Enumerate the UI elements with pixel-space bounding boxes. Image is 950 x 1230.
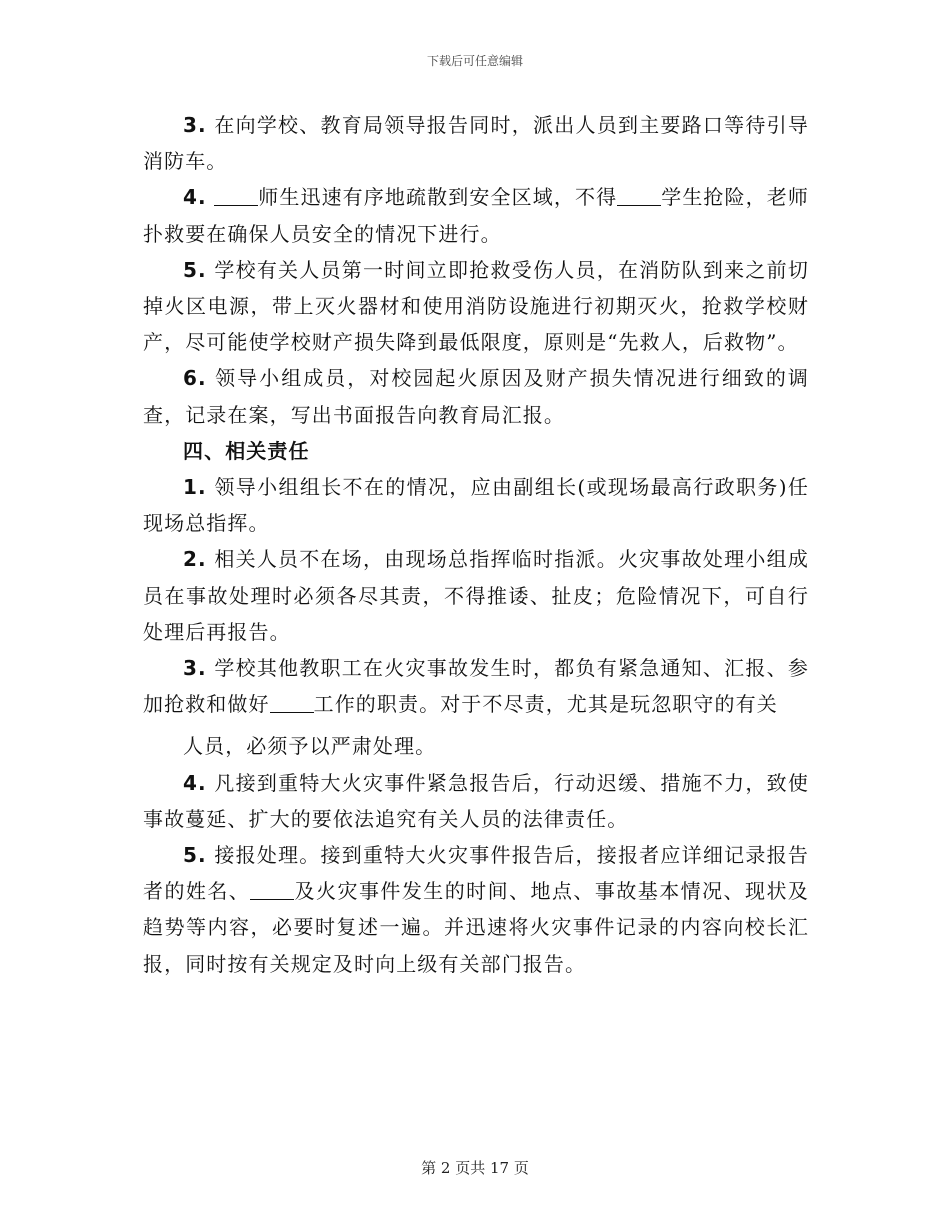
list-block-1 bbox=[143, 107, 809, 433]
paragraph-text: 学校其他教职工在火灾事故发生时，都负有紧急通知、汇报、参加抢救和做好 bbox=[143, 656, 809, 717]
fill-in-blank bbox=[617, 187, 661, 206]
fill-in-blank bbox=[270, 694, 314, 713]
page-header: 下载后可任意编辑 bbox=[426, 54, 523, 68]
continuation-text: 人员，必须予以严肃处理。 bbox=[183, 734, 437, 759]
paragraph-text: 接报处理。接到重特大火灾事件报告后，接报者应详细记录报告者的姓名、 bbox=[143, 843, 809, 904]
paragraph-text: 领导小组组长不在的情况，应由副组长(或现场最高行政职务)任现场总指挥。 bbox=[143, 475, 809, 536]
numbered-paragraph bbox=[143, 179, 809, 251]
section-heading: 四、相关责任 bbox=[183, 438, 310, 463]
item-number: 5. bbox=[183, 257, 207, 282]
numbered-paragraph bbox=[143, 469, 809, 541]
numbered-paragraph bbox=[143, 360, 809, 432]
numbered-paragraph bbox=[143, 541, 809, 650]
paragraph-text: 领导小组成员，对校园起火原因及财产损失情况进行细致的调查，记录在案，写出书面报告向教育局汇报。 bbox=[143, 366, 809, 427]
paragraph-text: 凡接到重特大火灾事件紧急报告后，行动迟缓、措施不力，致使事故蔓延、扩大的要依法追究有关人员的法律责任。 bbox=[143, 770, 809, 831]
document-body bbox=[143, 107, 809, 982]
paragraph-text: 师生迅速有序地疏散到安全区域，不得 bbox=[258, 185, 618, 210]
paragraph-text: 相关人员不在场，由现场总指挥临时指派。火灾事故处理小组成员在事故处理时必须各尽其责，不得推诿、扯皮；危险情况下，可自行处理后再报告。 bbox=[143, 547, 809, 644]
item-number: 5. bbox=[183, 843, 207, 868]
numbered-paragraph bbox=[143, 107, 809, 179]
paragraph-text: 在向学校、教育局领导报告同时，派出人员到主要路口等待引导消防车。 bbox=[143, 113, 809, 174]
numbered-paragraph bbox=[143, 765, 809, 837]
item-number: 6. bbox=[183, 366, 207, 391]
item-number: 4. bbox=[183, 770, 207, 795]
paragraph-text: 及火灾事件发生的时间、地点、事故基本情况、现状及趋势等内容，必要时复述一遍。并迅速将火灾事件记录的内容向校长汇报，同时按有关规定及时向上级有关部门报告。 bbox=[143, 879, 810, 976]
item-number: 3. bbox=[183, 656, 207, 681]
paragraph-text: 工作的职责。对于不尽责，尤其是玩忽职守的有关 bbox=[313, 692, 778, 717]
fill-in-blank bbox=[250, 881, 294, 900]
numbered-paragraph bbox=[143, 252, 809, 361]
fill-in-blank bbox=[214, 187, 258, 206]
paragraph-text: 学校有关人员第一时间立即抢救受伤人员，在消防队到来之前切掉火区电源，带上灭火器材和使用消防设施进行初期灭火，抢救学校财产，尽可能使学校财产损失降到最低限度，原则是“先救人，后救物”。 bbox=[143, 257, 809, 355]
list-block-3 bbox=[143, 765, 809, 982]
item-number: 4. bbox=[183, 185, 207, 210]
list-block-2 bbox=[143, 469, 809, 722]
item-number: 3. bbox=[183, 113, 207, 137]
item-number: 2. bbox=[183, 547, 207, 572]
numbered-paragraph bbox=[143, 837, 809, 982]
numbered-paragraph bbox=[143, 650, 809, 722]
page-footer: 第 2 页共 17 页 bbox=[421, 1159, 529, 1177]
paragraph-text: 学生抢险，老师扑救要在确保人员安全的情况下进行。 bbox=[143, 185, 809, 246]
item-number: 1. bbox=[183, 475, 207, 500]
